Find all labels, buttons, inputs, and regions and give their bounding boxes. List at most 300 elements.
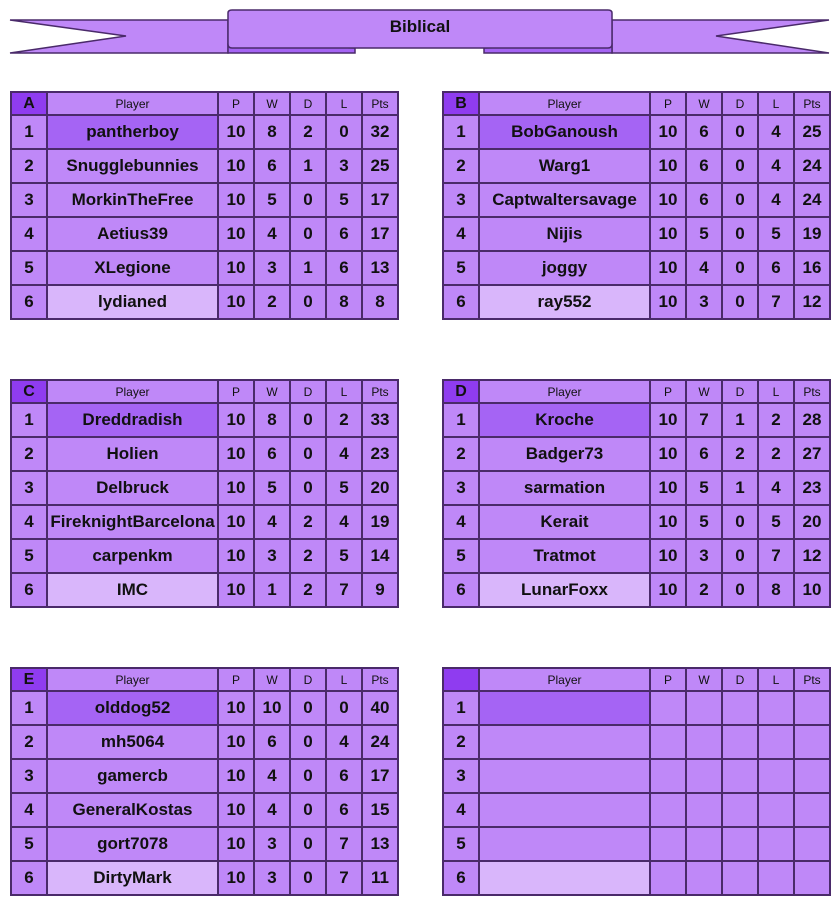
cell-pts: 20 — [362, 471, 398, 505]
cell-pos: 1 — [443, 691, 479, 725]
cell-w: 5 — [254, 183, 290, 217]
table-row — [443, 793, 830, 827]
cell-w — [686, 827, 722, 861]
cell-pts: 10 — [794, 573, 830, 607]
table-row — [11, 539, 398, 573]
cell-pts — [794, 793, 830, 827]
cell-d: 2 — [290, 115, 326, 149]
cell-pts: 23 — [794, 471, 830, 505]
cell-pos: 3 — [443, 183, 479, 217]
page-title: Biblical — [389, 17, 451, 36]
cell-w: 3 — [254, 861, 290, 895]
cell-pts: 12 — [794, 285, 830, 319]
cell-pts: 28 — [794, 403, 830, 437]
cell-p: 10 — [650, 115, 686, 149]
table-row — [11, 861, 398, 895]
cell-p — [650, 691, 686, 725]
cell-pos: 2 — [11, 725, 47, 759]
cell-d: 1 — [290, 251, 326, 285]
cell-d: 0 — [722, 115, 758, 149]
cell-l: 0 — [326, 691, 362, 725]
header-d: D — [290, 92, 326, 115]
cell-player: Dreddradish — [47, 403, 218, 437]
cell-p: 10 — [650, 183, 686, 217]
cell-player: Warg1 — [479, 149, 650, 183]
cell-d: 0 — [722, 251, 758, 285]
cell-l: 6 — [326, 759, 362, 793]
cell-p: 10 — [650, 471, 686, 505]
cell-pos: 1 — [443, 403, 479, 437]
cell-pos: 5 — [443, 251, 479, 285]
cell-d: 1 — [290, 149, 326, 183]
header-pts: Pts — [794, 92, 830, 115]
table-row — [11, 691, 398, 725]
cell-w: 4 — [254, 505, 290, 539]
cell-p — [650, 759, 686, 793]
cell-w: 2 — [686, 573, 722, 607]
cell-l: 0 — [326, 115, 362, 149]
cell-w — [686, 861, 722, 895]
cell-pos: 1 — [11, 403, 47, 437]
cell-player: Delbruck — [47, 471, 218, 505]
header-d: D — [290, 380, 326, 403]
cell-d — [722, 759, 758, 793]
cell-pos: 1 — [11, 691, 47, 725]
cell-l — [758, 691, 794, 725]
cell-d: 0 — [290, 285, 326, 319]
cell-w: 6 — [686, 149, 722, 183]
cell-pts: 40 — [362, 691, 398, 725]
cell-w: 4 — [254, 793, 290, 827]
header-pts: Pts — [362, 92, 398, 115]
header-p: P — [218, 380, 254, 403]
table-row — [11, 183, 398, 217]
cell-l — [758, 793, 794, 827]
cell-d: 0 — [290, 403, 326, 437]
cell-l: 4 — [758, 471, 794, 505]
cell-d: 0 — [722, 217, 758, 251]
cell-player — [479, 725, 650, 759]
cell-d: 0 — [290, 759, 326, 793]
cell-pos: 5 — [11, 827, 47, 861]
cell-pts: 19 — [362, 505, 398, 539]
cell-p: 10 — [218, 251, 254, 285]
cell-l: 6 — [326, 217, 362, 251]
cell-w: 5 — [254, 471, 290, 505]
cell-player: mh5064 — [47, 725, 218, 759]
cell-p: 10 — [218, 725, 254, 759]
header-p: P — [650, 92, 686, 115]
table-row — [443, 149, 830, 183]
cell-p: 10 — [650, 573, 686, 607]
cell-l: 5 — [758, 217, 794, 251]
header-w: W — [254, 668, 290, 691]
header-row — [11, 380, 398, 403]
cell-pts: 12 — [794, 539, 830, 573]
cell-pts: 9 — [362, 573, 398, 607]
cell-pos: 6 — [443, 285, 479, 319]
cell-l: 3 — [326, 149, 362, 183]
cell-p: 10 — [218, 183, 254, 217]
cell-pts: 16 — [794, 251, 830, 285]
table-row — [11, 759, 398, 793]
cell-player: Holien — [47, 437, 218, 471]
cell-player — [479, 691, 650, 725]
table-row — [443, 539, 830, 573]
cell-player — [479, 861, 650, 895]
group-table-a — [10, 91, 399, 320]
cell-p: 10 — [218, 691, 254, 725]
cell-pts: 14 — [362, 539, 398, 573]
cell-pos: 3 — [11, 759, 47, 793]
header-row — [443, 668, 830, 691]
table-row — [443, 691, 830, 725]
cell-w — [686, 759, 722, 793]
header-player: Player — [47, 668, 218, 691]
cell-pos: 4 — [11, 217, 47, 251]
cell-d: 0 — [290, 827, 326, 861]
cell-pos: 6 — [443, 861, 479, 895]
cell-w — [686, 793, 722, 827]
cell-w: 8 — [254, 403, 290, 437]
cell-pos: 3 — [443, 471, 479, 505]
header-l: L — [326, 380, 362, 403]
cell-d — [722, 861, 758, 895]
cell-p: 10 — [218, 437, 254, 471]
cell-d: 0 — [722, 505, 758, 539]
header-player: Player — [479, 668, 650, 691]
cell-l: 7 — [326, 861, 362, 895]
cell-pos: 5 — [11, 251, 47, 285]
cell-d: 2 — [290, 539, 326, 573]
cell-w: 7 — [686, 403, 722, 437]
cell-player: carpenkm — [47, 539, 218, 573]
cell-p: 10 — [218, 149, 254, 183]
cell-player: ray552 — [479, 285, 650, 319]
cell-player: Kroche — [479, 403, 650, 437]
cell-w: 3 — [254, 251, 290, 285]
cell-pts: 23 — [362, 437, 398, 471]
header-row — [11, 668, 398, 691]
cell-pos: 2 — [443, 437, 479, 471]
cell-p: 10 — [218, 403, 254, 437]
cell-w: 3 — [686, 285, 722, 319]
cell-p: 10 — [218, 285, 254, 319]
cell-l: 5 — [326, 471, 362, 505]
cell-pos: 5 — [11, 539, 47, 573]
cell-w — [686, 725, 722, 759]
cell-p: 10 — [218, 505, 254, 539]
cell-pos: 4 — [443, 793, 479, 827]
group-table-b — [442, 91, 831, 320]
table-row — [443, 217, 830, 251]
cell-pos: 4 — [11, 505, 47, 539]
header-player: Player — [47, 92, 218, 115]
cell-player: Aetius39 — [47, 217, 218, 251]
cell-l: 2 — [758, 437, 794, 471]
header-l: L — [758, 668, 794, 691]
table-row — [11, 251, 398, 285]
table-row — [11, 217, 398, 251]
table-row — [11, 149, 398, 183]
cell-l — [758, 827, 794, 861]
cell-l: 4 — [326, 505, 362, 539]
cell-player: Kerait — [479, 505, 650, 539]
header-d: D — [722, 92, 758, 115]
cell-w: 3 — [254, 539, 290, 573]
group-table-c — [10, 379, 399, 608]
cell-l: 2 — [758, 403, 794, 437]
cell-player: FireknightBarcelona — [47, 505, 218, 539]
cell-d — [722, 725, 758, 759]
cell-l: 4 — [326, 437, 362, 471]
cell-d: 0 — [290, 217, 326, 251]
cell-player: pantherboy — [47, 115, 218, 149]
table-row — [11, 505, 398, 539]
header-l: L — [758, 380, 794, 403]
cell-l: 7 — [326, 827, 362, 861]
cell-player — [479, 759, 650, 793]
cell-pts: 8 — [362, 285, 398, 319]
cell-p — [650, 793, 686, 827]
cell-w: 6 — [686, 183, 722, 217]
cell-l: 6 — [758, 251, 794, 285]
cell-player: BobGanoush — [479, 115, 650, 149]
table-row — [11, 725, 398, 759]
header-p: P — [650, 380, 686, 403]
cell-p: 10 — [218, 539, 254, 573]
cell-player: MorkinTheFree — [47, 183, 218, 217]
cell-p: 10 — [650, 285, 686, 319]
cell-w: 3 — [686, 539, 722, 573]
cell-pts: 33 — [362, 403, 398, 437]
cell-pts: 24 — [794, 149, 830, 183]
header-p: P — [218, 668, 254, 691]
cell-player — [479, 793, 650, 827]
header-d: D — [722, 380, 758, 403]
cell-pos: 3 — [11, 183, 47, 217]
group-letter: E — [11, 668, 47, 691]
header-w: W — [254, 380, 290, 403]
cell-l: 4 — [758, 149, 794, 183]
cell-d — [722, 827, 758, 861]
cell-l: 7 — [758, 285, 794, 319]
cell-player: DirtyMark — [47, 861, 218, 895]
cell-d: 1 — [722, 403, 758, 437]
cell-player: joggy — [479, 251, 650, 285]
cell-pts: 17 — [362, 183, 398, 217]
header-p: P — [218, 92, 254, 115]
cell-pts: 13 — [362, 251, 398, 285]
cell-d: 2 — [722, 437, 758, 471]
cell-pts: 15 — [362, 793, 398, 827]
cell-p: 10 — [650, 403, 686, 437]
cell-pos: 2 — [11, 437, 47, 471]
header-l: L — [326, 92, 362, 115]
cell-pts: 17 — [362, 217, 398, 251]
table-row — [11, 573, 398, 607]
cell-w: 4 — [254, 759, 290, 793]
cell-pos: 2 — [11, 149, 47, 183]
cell-player: GeneralKostas — [47, 793, 218, 827]
group-table-empty — [442, 667, 831, 896]
cell-pts — [794, 725, 830, 759]
cell-pts: 19 — [794, 217, 830, 251]
header-player: Player — [479, 92, 650, 115]
cell-pos: 5 — [443, 827, 479, 861]
table-row — [443, 505, 830, 539]
cell-p: 10 — [650, 539, 686, 573]
cell-player: lydianed — [47, 285, 218, 319]
header-w: W — [686, 380, 722, 403]
cell-player: Badger73 — [479, 437, 650, 471]
cell-d: 0 — [290, 691, 326, 725]
group-table-d — [442, 379, 831, 608]
cell-pos: 4 — [11, 793, 47, 827]
cell-p: 10 — [218, 115, 254, 149]
cell-d: 0 — [290, 183, 326, 217]
cell-d: 0 — [290, 725, 326, 759]
cell-d: 2 — [290, 505, 326, 539]
cell-pts — [794, 861, 830, 895]
header-player: Player — [479, 380, 650, 403]
cell-w: 1 — [254, 573, 290, 607]
cell-w: 5 — [686, 505, 722, 539]
cell-pos: 1 — [11, 115, 47, 149]
table-row — [11, 827, 398, 861]
group-letter: D — [443, 380, 479, 403]
cell-player: olddog52 — [47, 691, 218, 725]
cell-w: 6 — [254, 725, 290, 759]
cell-player: gamercb — [47, 759, 218, 793]
cell-w: 4 — [254, 217, 290, 251]
cell-pts: 27 — [794, 437, 830, 471]
table-row — [443, 183, 830, 217]
table-row — [443, 251, 830, 285]
cell-pos: 6 — [11, 861, 47, 895]
cell-w: 6 — [686, 115, 722, 149]
cell-p: 10 — [650, 149, 686, 183]
header-player: Player — [47, 380, 218, 403]
cell-d: 0 — [722, 285, 758, 319]
cell-l: 7 — [326, 573, 362, 607]
cell-pts: 20 — [794, 505, 830, 539]
cell-l: 7 — [758, 539, 794, 573]
cell-l: 6 — [326, 251, 362, 285]
cell-player: Nijis — [479, 217, 650, 251]
cell-w: 5 — [686, 217, 722, 251]
cell-d: 0 — [722, 539, 758, 573]
cell-player: IMC — [47, 573, 218, 607]
table-row — [443, 725, 830, 759]
cell-pts: 25 — [362, 149, 398, 183]
cell-pts: 17 — [362, 759, 398, 793]
cell-pts — [794, 759, 830, 793]
cell-pts: 25 — [794, 115, 830, 149]
cell-w: 5 — [686, 471, 722, 505]
cell-p: 10 — [218, 471, 254, 505]
cell-l — [758, 759, 794, 793]
table-row — [11, 471, 398, 505]
cell-l — [758, 861, 794, 895]
cell-p: 10 — [218, 759, 254, 793]
cell-pts: 32 — [362, 115, 398, 149]
table-row — [443, 759, 830, 793]
cell-pos: 5 — [443, 539, 479, 573]
cell-d: 0 — [290, 793, 326, 827]
cell-player: gort7078 — [47, 827, 218, 861]
header-p: P — [650, 668, 686, 691]
cell-d — [722, 793, 758, 827]
cell-pts — [794, 827, 830, 861]
cell-w: 6 — [686, 437, 722, 471]
group-letter: A — [11, 92, 47, 115]
cell-d: 2 — [290, 573, 326, 607]
cell-pts: 13 — [362, 827, 398, 861]
cell-pos: 6 — [11, 573, 47, 607]
table-row — [443, 573, 830, 607]
header-l: L — [326, 668, 362, 691]
cell-d: 0 — [290, 437, 326, 471]
cell-l — [758, 725, 794, 759]
cell-pos: 1 — [443, 115, 479, 149]
cell-l: 4 — [758, 115, 794, 149]
cell-player: Snugglebunnies — [47, 149, 218, 183]
cell-d: 0 — [290, 861, 326, 895]
cell-pts: 24 — [362, 725, 398, 759]
cell-l: 4 — [326, 725, 362, 759]
cell-l: 8 — [326, 285, 362, 319]
group-table-e — [10, 667, 399, 896]
cell-d: 0 — [722, 149, 758, 183]
cell-player: Tratmot — [479, 539, 650, 573]
cell-p: 10 — [218, 573, 254, 607]
cell-p: 10 — [218, 217, 254, 251]
cell-w: 2 — [254, 285, 290, 319]
header-row — [443, 380, 830, 403]
cell-pts: 11 — [362, 861, 398, 895]
group-letter: C — [11, 380, 47, 403]
table-row — [443, 403, 830, 437]
cell-w: 4 — [686, 251, 722, 285]
cell-p — [650, 827, 686, 861]
cell-p: 10 — [650, 217, 686, 251]
cell-d: 0 — [290, 471, 326, 505]
cell-pos: 3 — [443, 759, 479, 793]
cell-pos: 2 — [443, 725, 479, 759]
cell-pos: 6 — [443, 573, 479, 607]
table-row — [11, 437, 398, 471]
cell-player: sarmation — [479, 471, 650, 505]
table-row — [11, 403, 398, 437]
cell-p: 10 — [218, 861, 254, 895]
cell-l: 6 — [326, 793, 362, 827]
header-w: W — [686, 92, 722, 115]
cell-d: 1 — [722, 471, 758, 505]
cell-d — [722, 691, 758, 725]
cell-player: XLegione — [47, 251, 218, 285]
table-row — [443, 115, 830, 149]
cell-pts — [794, 691, 830, 725]
cell-p: 10 — [650, 437, 686, 471]
cell-d: 0 — [722, 183, 758, 217]
header-l: L — [758, 92, 794, 115]
cell-l: 5 — [326, 539, 362, 573]
table-row — [11, 793, 398, 827]
cell-p: 10 — [218, 793, 254, 827]
cell-pos: 2 — [443, 149, 479, 183]
cell-pos: 4 — [443, 217, 479, 251]
